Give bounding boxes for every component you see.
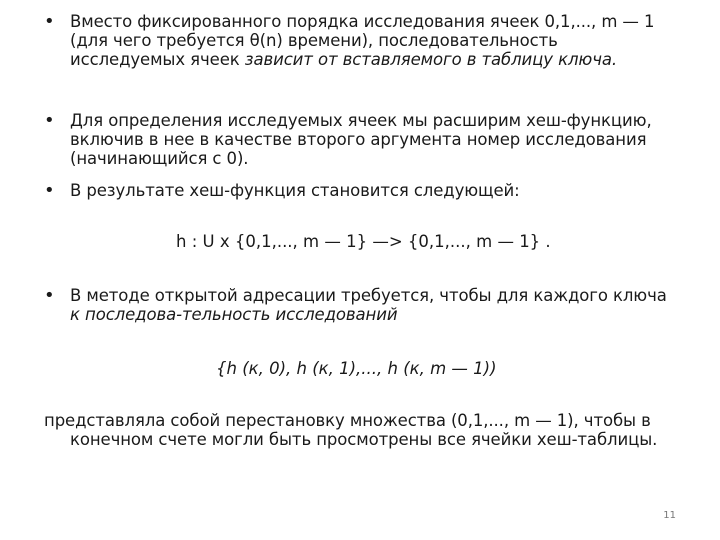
probe-sequence-formula [216,359,497,378]
probe-sequence-formula-text: {h (к, 0), h (к, 1),..., h (к, m — 1)) [216,359,497,378]
bullet-result-text: В результате хеш-функция становится следующей: [70,181,520,200]
bullet-fixed-order-italic: зависит от вставляемого в таблицу ключа. [244,50,618,69]
bullet-extend-hash [70,111,670,168]
hash-function-formula [176,232,551,251]
bullet-open-addressing-text: В методе открытой адресации требуется, чтобы для каждого ключа [70,286,667,305]
bullet-fixed-order [70,12,670,69]
closing-paragraph [44,411,684,449]
bullet-open-addressing [70,286,670,324]
page-number: 11 [663,510,676,521]
closing-paragraph-text: представляла собой перестановку множества (0,1,..., m — 1), чтобы в конечном счете могли быть просмотрены все ячейки хеш-таблицы. [44,411,658,449]
hash-function-formula-text: h : U x {0,1,..., m — 1} —> {0,1,..., m — 1} . [176,232,551,251]
bullet-result [70,181,670,200]
bullet-extend-hash-text: Для определения исследуемых ячеек мы расширим хеш-функцию, включив в нее в качестве второго аргумента номер исследования (начинающийся с 0). [70,111,652,168]
bullet-fixed-order-text: Вместо фиксированного порядка исследования ячеек 0,1,..., m — 1 (для чего требуется θ(n) времени), последовательность исследуемых ячеек [70,12,655,69]
bullet-open-addressing-italic: к последова-тельность исследований [70,305,398,324]
